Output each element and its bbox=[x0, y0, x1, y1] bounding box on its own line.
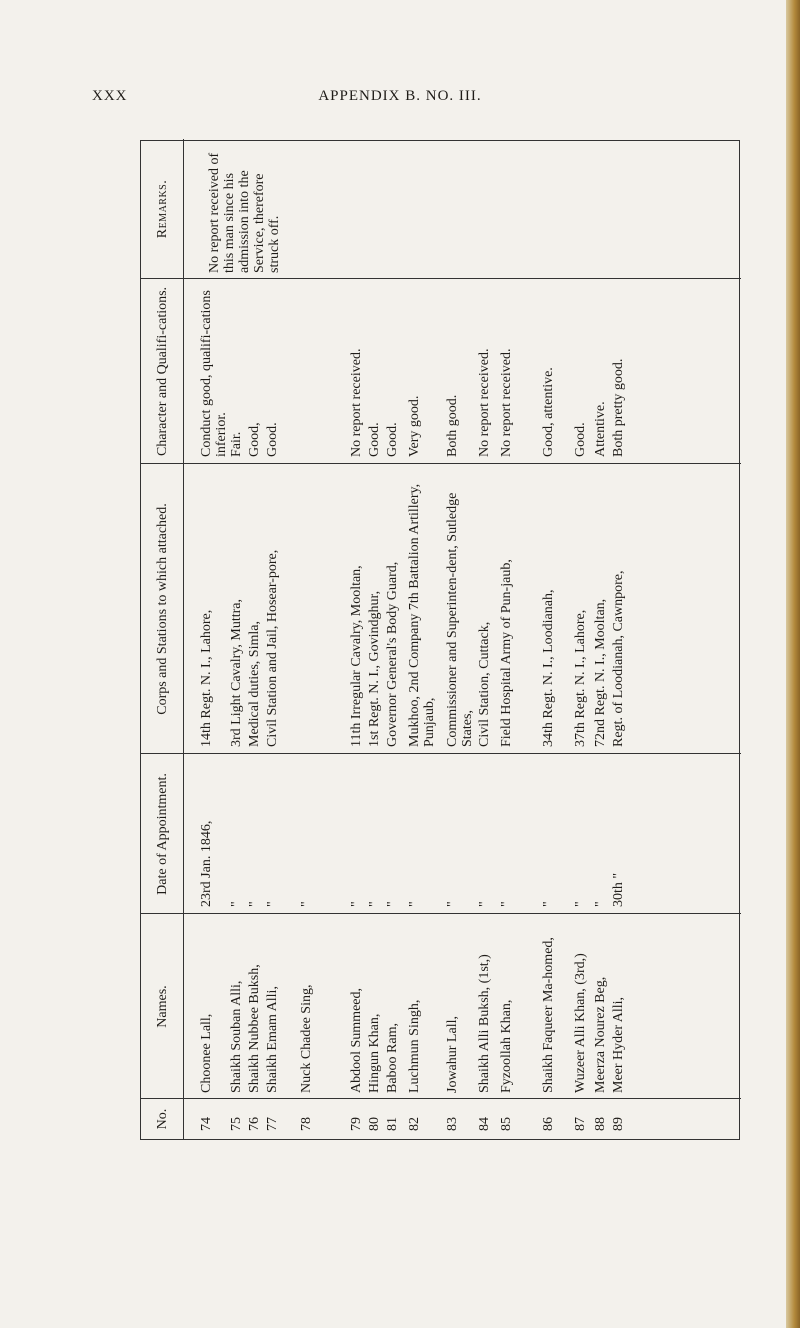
row-corps: 14th Regt. N. I., Lahore, bbox=[199, 609, 214, 747]
row-name: Jowahur Lall, bbox=[445, 1016, 460, 1093]
row-name: Hingun Khan, bbox=[367, 1013, 382, 1093]
row-number: 77 bbox=[265, 1117, 280, 1131]
col-divider bbox=[141, 1098, 741, 1099]
row-name: Abdool Summeed, bbox=[349, 988, 364, 1093]
row-corps: Field Hospital Army of Pun-jaub, bbox=[499, 559, 514, 747]
row-corps: Regt. of Loodianah, Cawnpore, bbox=[611, 570, 626, 747]
row-date: " bbox=[247, 901, 262, 907]
row-name: Shaikh Nubbee Buksh, bbox=[247, 964, 262, 1093]
row-corps: Commissioner and Superinten-dent, Sutledge States, bbox=[445, 492, 475, 747]
row-number: 74 bbox=[199, 1117, 214, 1131]
row-number: 82 bbox=[407, 1117, 422, 1131]
row-character: Good, bbox=[247, 422, 262, 457]
row-character: Good, attentive. bbox=[541, 367, 556, 457]
row-number: 76 bbox=[247, 1117, 262, 1131]
rotated-table bbox=[140, 140, 740, 1140]
row-number: 79 bbox=[349, 1117, 364, 1131]
row-name: Nuck Chadee Sing, bbox=[299, 984, 314, 1093]
row-number: 87 bbox=[573, 1117, 588, 1131]
row-character: Both pretty good. bbox=[611, 358, 626, 457]
row-name: Shaikh Emam Alli, bbox=[265, 986, 280, 1093]
folio: XXX bbox=[92, 88, 128, 104]
row-number: 80 bbox=[367, 1117, 382, 1131]
row-date: 30th " bbox=[611, 872, 626, 907]
header-date: Date of Appointment. bbox=[154, 773, 170, 895]
row-number: 89 bbox=[611, 1117, 626, 1131]
row-character: Very good. bbox=[407, 395, 422, 457]
row-date: " bbox=[593, 901, 608, 907]
row-name: Choonee Lall, bbox=[199, 1013, 214, 1093]
row-corps: 11th Irregular Cavalry, Mooltan, bbox=[349, 565, 364, 747]
row-name: Shaikh Souban Alli, bbox=[229, 980, 244, 1093]
row-name: Wuzeer Alli Khan, (3rd,) bbox=[573, 953, 588, 1093]
row-name: Shaikh Faqueer Ma-homed, bbox=[541, 937, 556, 1093]
row-name: Baboo Ram, bbox=[385, 1023, 400, 1093]
row-date: " bbox=[385, 901, 400, 907]
row-character: No report received. bbox=[499, 348, 514, 457]
row-number: 75 bbox=[229, 1117, 244, 1131]
header-no: No. bbox=[154, 1108, 170, 1130]
row-date: " bbox=[407, 901, 422, 907]
row-number: 83 bbox=[445, 1117, 460, 1131]
row-character: Good. bbox=[573, 422, 588, 457]
row-character: Conduct good, qualifi-cations inferior. bbox=[199, 290, 229, 457]
row-date: " bbox=[349, 901, 364, 907]
header-character: Character and Qualifi-cations. bbox=[154, 286, 170, 457]
row-date: " bbox=[499, 901, 514, 907]
row-date: " bbox=[265, 901, 280, 907]
row-corps: 1st Regt. N. I., Govindghur, bbox=[367, 590, 382, 747]
row-corps: 72nd Regt. N. I., Mooltan, bbox=[593, 598, 608, 747]
row-character: No report received. bbox=[477, 348, 492, 457]
row-corps: 34th Regt. N. I., Loodianah, bbox=[541, 589, 556, 747]
row-character: No report received. bbox=[349, 348, 364, 457]
row-name: Shaikh Alli Buksh, (1st,) bbox=[477, 954, 492, 1093]
row-corps: 3rd Light Cavalry, Muttra, bbox=[229, 598, 244, 747]
row-number: 81 bbox=[385, 1117, 400, 1131]
row-date: 23rd Jan. 1846, bbox=[199, 820, 214, 907]
col-divider bbox=[141, 913, 741, 914]
row-name: Fyzoollah Khan, bbox=[499, 999, 514, 1093]
row-name: Meerza Nourez Beg, bbox=[593, 976, 608, 1093]
header-remarks: Remarks. bbox=[154, 179, 170, 239]
header-names: Names. bbox=[154, 985, 170, 1028]
row-date: " bbox=[477, 901, 492, 907]
row-number: 88 bbox=[593, 1117, 608, 1131]
row-corps: Mukhoo, 2nd Company 7th Battalion Artillery, Punjaub, bbox=[407, 483, 437, 747]
row-corps: Civil Station and Jail, Hosear-pore, bbox=[265, 549, 280, 747]
appointments-table bbox=[140, 140, 740, 1140]
header-row bbox=[141, 139, 184, 1139]
col-divider bbox=[141, 753, 741, 754]
row-corps: Governor General's Body Guard, bbox=[385, 561, 400, 747]
row-corps: Medical duties, Simla, bbox=[247, 621, 262, 747]
row-character: Both good. bbox=[445, 394, 460, 457]
row-character: Good. bbox=[367, 422, 382, 457]
row-date: " bbox=[541, 901, 556, 907]
row-name: Meer Hyder Alli, bbox=[611, 996, 626, 1093]
row-date: " bbox=[445, 901, 460, 907]
row-corps: 37th Regt. N. I., Lahore, bbox=[573, 609, 588, 747]
row-character: Fair. bbox=[229, 431, 244, 457]
running-title: APPENDIX B. NO. III. bbox=[318, 88, 482, 104]
row-number: 86 bbox=[541, 1117, 556, 1131]
row-remarks: No report received of this man since his admission into the Service, therefore struck off. bbox=[207, 152, 282, 273]
row-number: 84 bbox=[477, 1117, 492, 1131]
row-character: Good. bbox=[265, 422, 280, 457]
col-divider bbox=[141, 278, 741, 279]
row-date: " bbox=[229, 901, 244, 907]
col-divider bbox=[141, 463, 741, 464]
row-number: 78 bbox=[299, 1117, 314, 1131]
row-name: Luchmun Singh, bbox=[407, 999, 422, 1093]
row-number: 85 bbox=[499, 1117, 514, 1131]
row-character: Attentive. bbox=[593, 401, 608, 457]
page-edge bbox=[786, 0, 800, 1328]
running-head bbox=[0, 88, 800, 112]
row-corps: Civil Station, Cuttack, bbox=[477, 621, 492, 747]
row-date: " bbox=[573, 901, 588, 907]
row-date: " bbox=[299, 901, 314, 907]
header-corps: Corps and Stations to which attached. bbox=[154, 503, 170, 715]
row-date: " bbox=[367, 901, 382, 907]
row-character: Good. bbox=[385, 422, 400, 457]
